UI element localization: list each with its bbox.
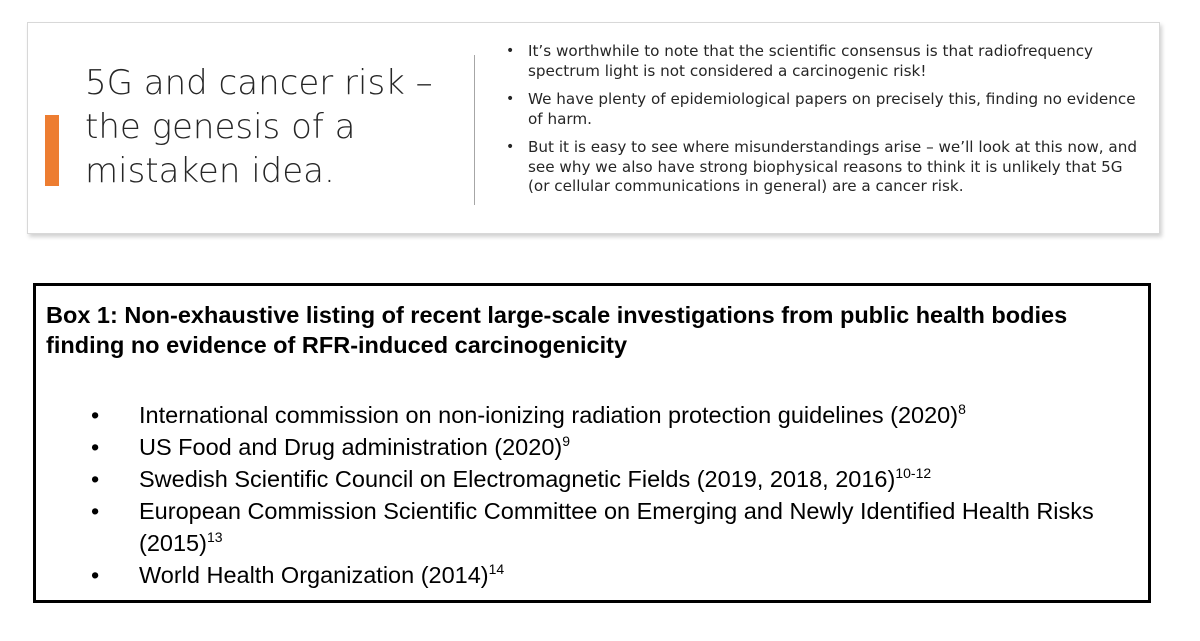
box-list-item <box>86 495 1106 559</box>
bullet-dot-icon: • <box>506 43 515 59</box>
bullet-dot-icon: • <box>506 139 515 155</box>
slide-title: 5G and cancer risk – the genesis of a mistaken idea. <box>85 63 433 191</box>
box-item-text: International commission on non-ionizing radiation protection guidelines (2020) <box>139 402 959 428</box>
slide-bullet-text: But it is easy to see where misunderstandings arise – we’ll look at this now, and see why we also have strong biophysical reasons to think it is unlikely that 5G (or cellular communications in general) are a cancer risk. <box>528 138 1137 195</box>
slide-panel <box>27 22 1160 234</box>
slide-bullet-list <box>502 42 1142 206</box>
box-item-ref: 14 <box>488 561 505 577</box>
box-item-ref: 8 <box>958 401 966 417</box>
slide-bullet <box>502 42 1142 81</box>
box-item-ref: 10-12 <box>895 465 932 481</box>
box-list-item <box>86 463 1106 495</box>
slide-bullet-text: We have plenty of epidemiological papers on precisely this, finding no evidence of harm. <box>528 90 1136 128</box>
box-list-item <box>86 559 1106 591</box>
box-list-item <box>86 399 1106 431</box>
slide-bullet <box>502 90 1142 129</box>
bullet-dot-icon: • <box>91 498 100 524</box>
bullet-dot-icon: • <box>506 91 515 107</box>
box-item-ref: 9 <box>562 433 571 449</box>
slide-bullet-text: It’s worthwhile to note that the scientific consensus is that radiofrequency spectrum light is not considered a carcinogenic risk! <box>528 42 1094 80</box>
box-title: Box 1: Non-exhaustive listing of recent large-scale investigations from public health bodies finding no evidence of RFR-induced carcinogenicity <box>46 302 1068 358</box>
slide-divider <box>474 55 475 205</box>
box-item-text: European Commission Scientific Committee on Emerging and Newly Identified Health Risks (2015) <box>139 498 1094 556</box>
box-item-text: World Health Organization (2014) <box>139 562 489 588</box>
evidence-box <box>33 283 1151 603</box>
bullet-dot-icon: • <box>91 434 100 460</box>
slide-bullet <box>502 138 1142 197</box>
bullet-dot-icon: • <box>91 402 100 428</box>
bullet-dot-icon: • <box>91 466 100 492</box>
box-item-list <box>86 399 1106 591</box>
box-item-text: Swedish Scientific Council on Electromagnetic Fields (2019, 2018, 2016) <box>139 466 896 492</box>
box-item-text: US Food and Drug administration (2020) <box>139 434 563 460</box>
box-item-ref: 13 <box>206 529 223 545</box>
accent-bar <box>45 115 59 186</box>
bullet-dot-icon: • <box>91 562 100 588</box>
box-list-item <box>86 431 1106 463</box>
